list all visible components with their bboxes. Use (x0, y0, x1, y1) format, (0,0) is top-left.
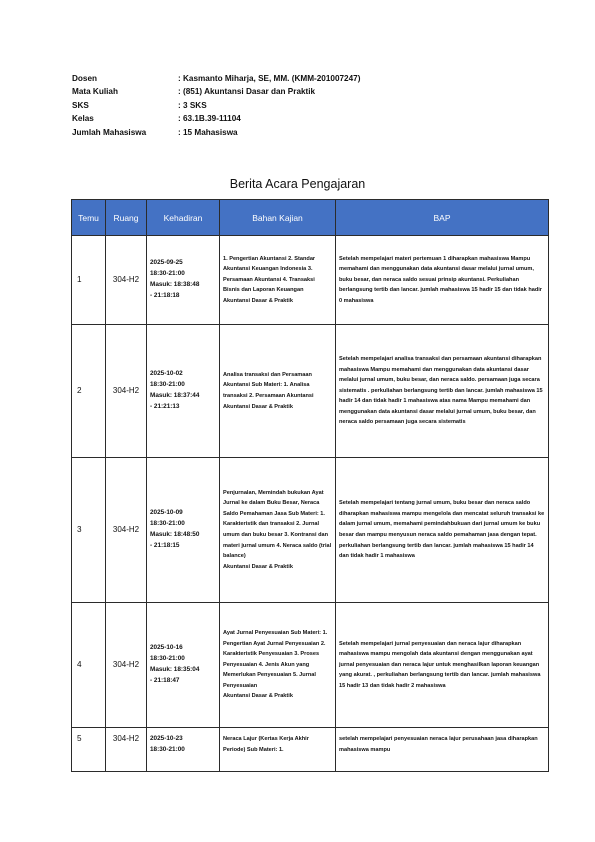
cell-bap: setelah mempelajari penyesuaian neraca lajur perusahaan jasa diharapkan mahasiswa mampu (336, 728, 549, 772)
course-info (72, 72, 360, 139)
cell-temu: 5 (72, 728, 106, 772)
info-row-kelas (72, 112, 360, 125)
info-row-sks (72, 99, 360, 112)
cell-bahan-kajian: Analisa transaksi dan Persamaan Akuntansi Sub Materi: 1. Analisa transaksi 2. Persamaan Akuntansi Akuntansi Dasar & Praktik (220, 325, 336, 458)
cell-ruang: 304-H2 (106, 236, 147, 325)
page-title: Berita Acara Pengajaran (229, 177, 366, 191)
info-value: : (851) Akuntansi Dasar dan Praktik (178, 87, 316, 97)
cell-ruang: 304-H2 (106, 325, 147, 458)
table-row (72, 236, 549, 325)
cell-bap: Setelah mempelajari jurnal penyesuaian dan neraca lajur diharapkan mahasiswa mampu mengolah data akuntansi dengan menggunakan ayat jurnal penyesuaian dan neraca lajur untuk menghasilkan laporan keuangan yang akurat. , perkuliahan berlangsung tertib dan lancar. jumlah mahasiswa 15 hadir 13 dan tidak hadir 2 mahasiswa (336, 603, 549, 728)
cell-bahan-kajian: Ayat Jurnal Penyesuaian Sub Materi: 1. Pengertian Ayat Jurnal Penyesuaian 2. Karakteristik Penyesuaian 3. Proses Penyesuaian 4. Jenis Akun yang Memerlukan Penyesuaian 5. Jurnal Penyesuaian Akuntansi Dasar & Praktik (220, 603, 336, 728)
cell-kehadiran: 2025-10-09 18:30-21:00 Masuk: 18:48:50 - 21:18:15 (147, 458, 220, 603)
header-bahan-kajian: Bahan Kajian (220, 200, 336, 236)
bap-table (71, 199, 549, 772)
info-label: Jumlah Mahasiswa (72, 127, 147, 137)
info-label: Dosen (72, 74, 98, 83)
info-label: Kelas (72, 114, 94, 124)
cell-bahan-kajian: Penjurnalan, Memindah bukukan Ayat Jurnal ke dalam Buku Besar, Neraca Saldo Pemahaman Jasa Sub Materi: 1. Karakteristik dan transaksi 2. Jurnal umum dan buku besar 3. Kontransi dan materi jurnal umum 4. Neraca saldo (trial balance) Akuntansi Dasar & Praktik (220, 458, 336, 603)
cell-bahan-kajian: 1. Pengertian Akuntansi 2. Standar Akuntansi Keuangan Indonesia 3. Persamaan Akuntansi 4. Transaksi Bisnis dan Laporan Keuangan Akuntansi Dasar & Praktik (220, 236, 336, 325)
cell-bahan-kajian: Neraca Lajur (Kertas Kerja Akhir Periode) Sub Materi: 1. (220, 728, 336, 772)
table-row (72, 458, 549, 603)
cell-bap: Setelah mempelajari tentang jurnal umum, buku besar dan neraca saldo diharapkan mahasiswa mampu mengelola dan mencatat seluruh transaksi ke dalam jurnal umum, memahami pemindahbukuan dari jurnal umum ke buku besar dan mampu menyusun neraca saldo pemahaman jasa dengan tepat. perkuliahan berlangsung tertib dan lancar. jumlah mahasiswa 15 hadir 14 dan tidak hadir 1 mahasiswa (336, 458, 549, 603)
info-label: Mata Kuliah (72, 87, 118, 97)
cell-temu: 4 (72, 603, 106, 728)
info-row-jumlah (72, 126, 360, 139)
info-label: SKS (72, 100, 89, 110)
info-value: : 15 Mahasiswa (178, 127, 238, 137)
table-row (72, 728, 549, 772)
header-kehadiran: Kehadiran (147, 200, 220, 236)
header-ruang: Ruang (106, 200, 147, 236)
cell-temu: 3 (72, 458, 106, 603)
header-bap: BAP (336, 200, 549, 236)
cell-kehadiran: 2025-10-02 18:30-21:00 Masuk: 18:37:44 - 21:21:13 (147, 325, 220, 458)
cell-kehadiran: 2025-10-23 18:30-21:00 (147, 728, 220, 772)
cell-temu: 1 (72, 236, 106, 325)
table-row (72, 325, 549, 458)
cell-temu: 2 (72, 325, 106, 458)
info-row-dosen (72, 72, 360, 85)
cell-kehadiran: 2025-10-16 18:30-21:00 Masuk: 18:35:04 - 21:18:47 (147, 603, 220, 728)
cell-kehadiran: 2025-09-25 18:30-21:00 Masuk: 18:38:48 - 21:18:18 (147, 236, 220, 325)
cell-ruang: 304-H2 (106, 728, 147, 772)
cell-ruang: 304-H2 (106, 603, 147, 728)
info-value: : Kasmanto Miharja, SE, MM. (KMM-201007247) (178, 74, 361, 83)
table-header-row (72, 200, 549, 236)
info-value: : 63.1B.39-11104 (178, 114, 241, 124)
info-row-mata-kuliah (72, 85, 360, 98)
table-row (72, 603, 549, 728)
cell-bap: Setelah mempelajari materi pertemuan 1 diharapkan mahasiswa Mampu memahami dan menggunakan data akuntansi dasar melalui jurnal umum, buku besar, dan neraca saldo sesuai prinsip akuntansi. Perkuliahan berlangsung tertib dan lancar. jumlah mahasiswa 15 hadir 15 dan tidak hadir 0 mahasiswa (336, 236, 549, 325)
cell-bap: Setelah mempelajari analisa transaksi dan persamaan akuntansi diharapkan mahasiswa Mampu memahami dan menggunakan data akuntansi dasar melalui jurnal umum, buku besar, dan neraca saldo. persamaan juga secara sistematis . perkuliahan berlangsung tertib dan lancar. jumlah mahasiswa 15 hadir 14 dan tidak hadir 1 mahasiswa atas nama Mampu memahami dan menggunakan data akuntansi dasar melalui jurnal umum, buku besar, dan neraca saldo persamaan juga secara sistematis (336, 325, 549, 458)
header-temu: Temu (72, 200, 106, 236)
cell-ruang: 304-H2 (106, 458, 147, 603)
info-value: : 3 SKS (178, 100, 207, 110)
